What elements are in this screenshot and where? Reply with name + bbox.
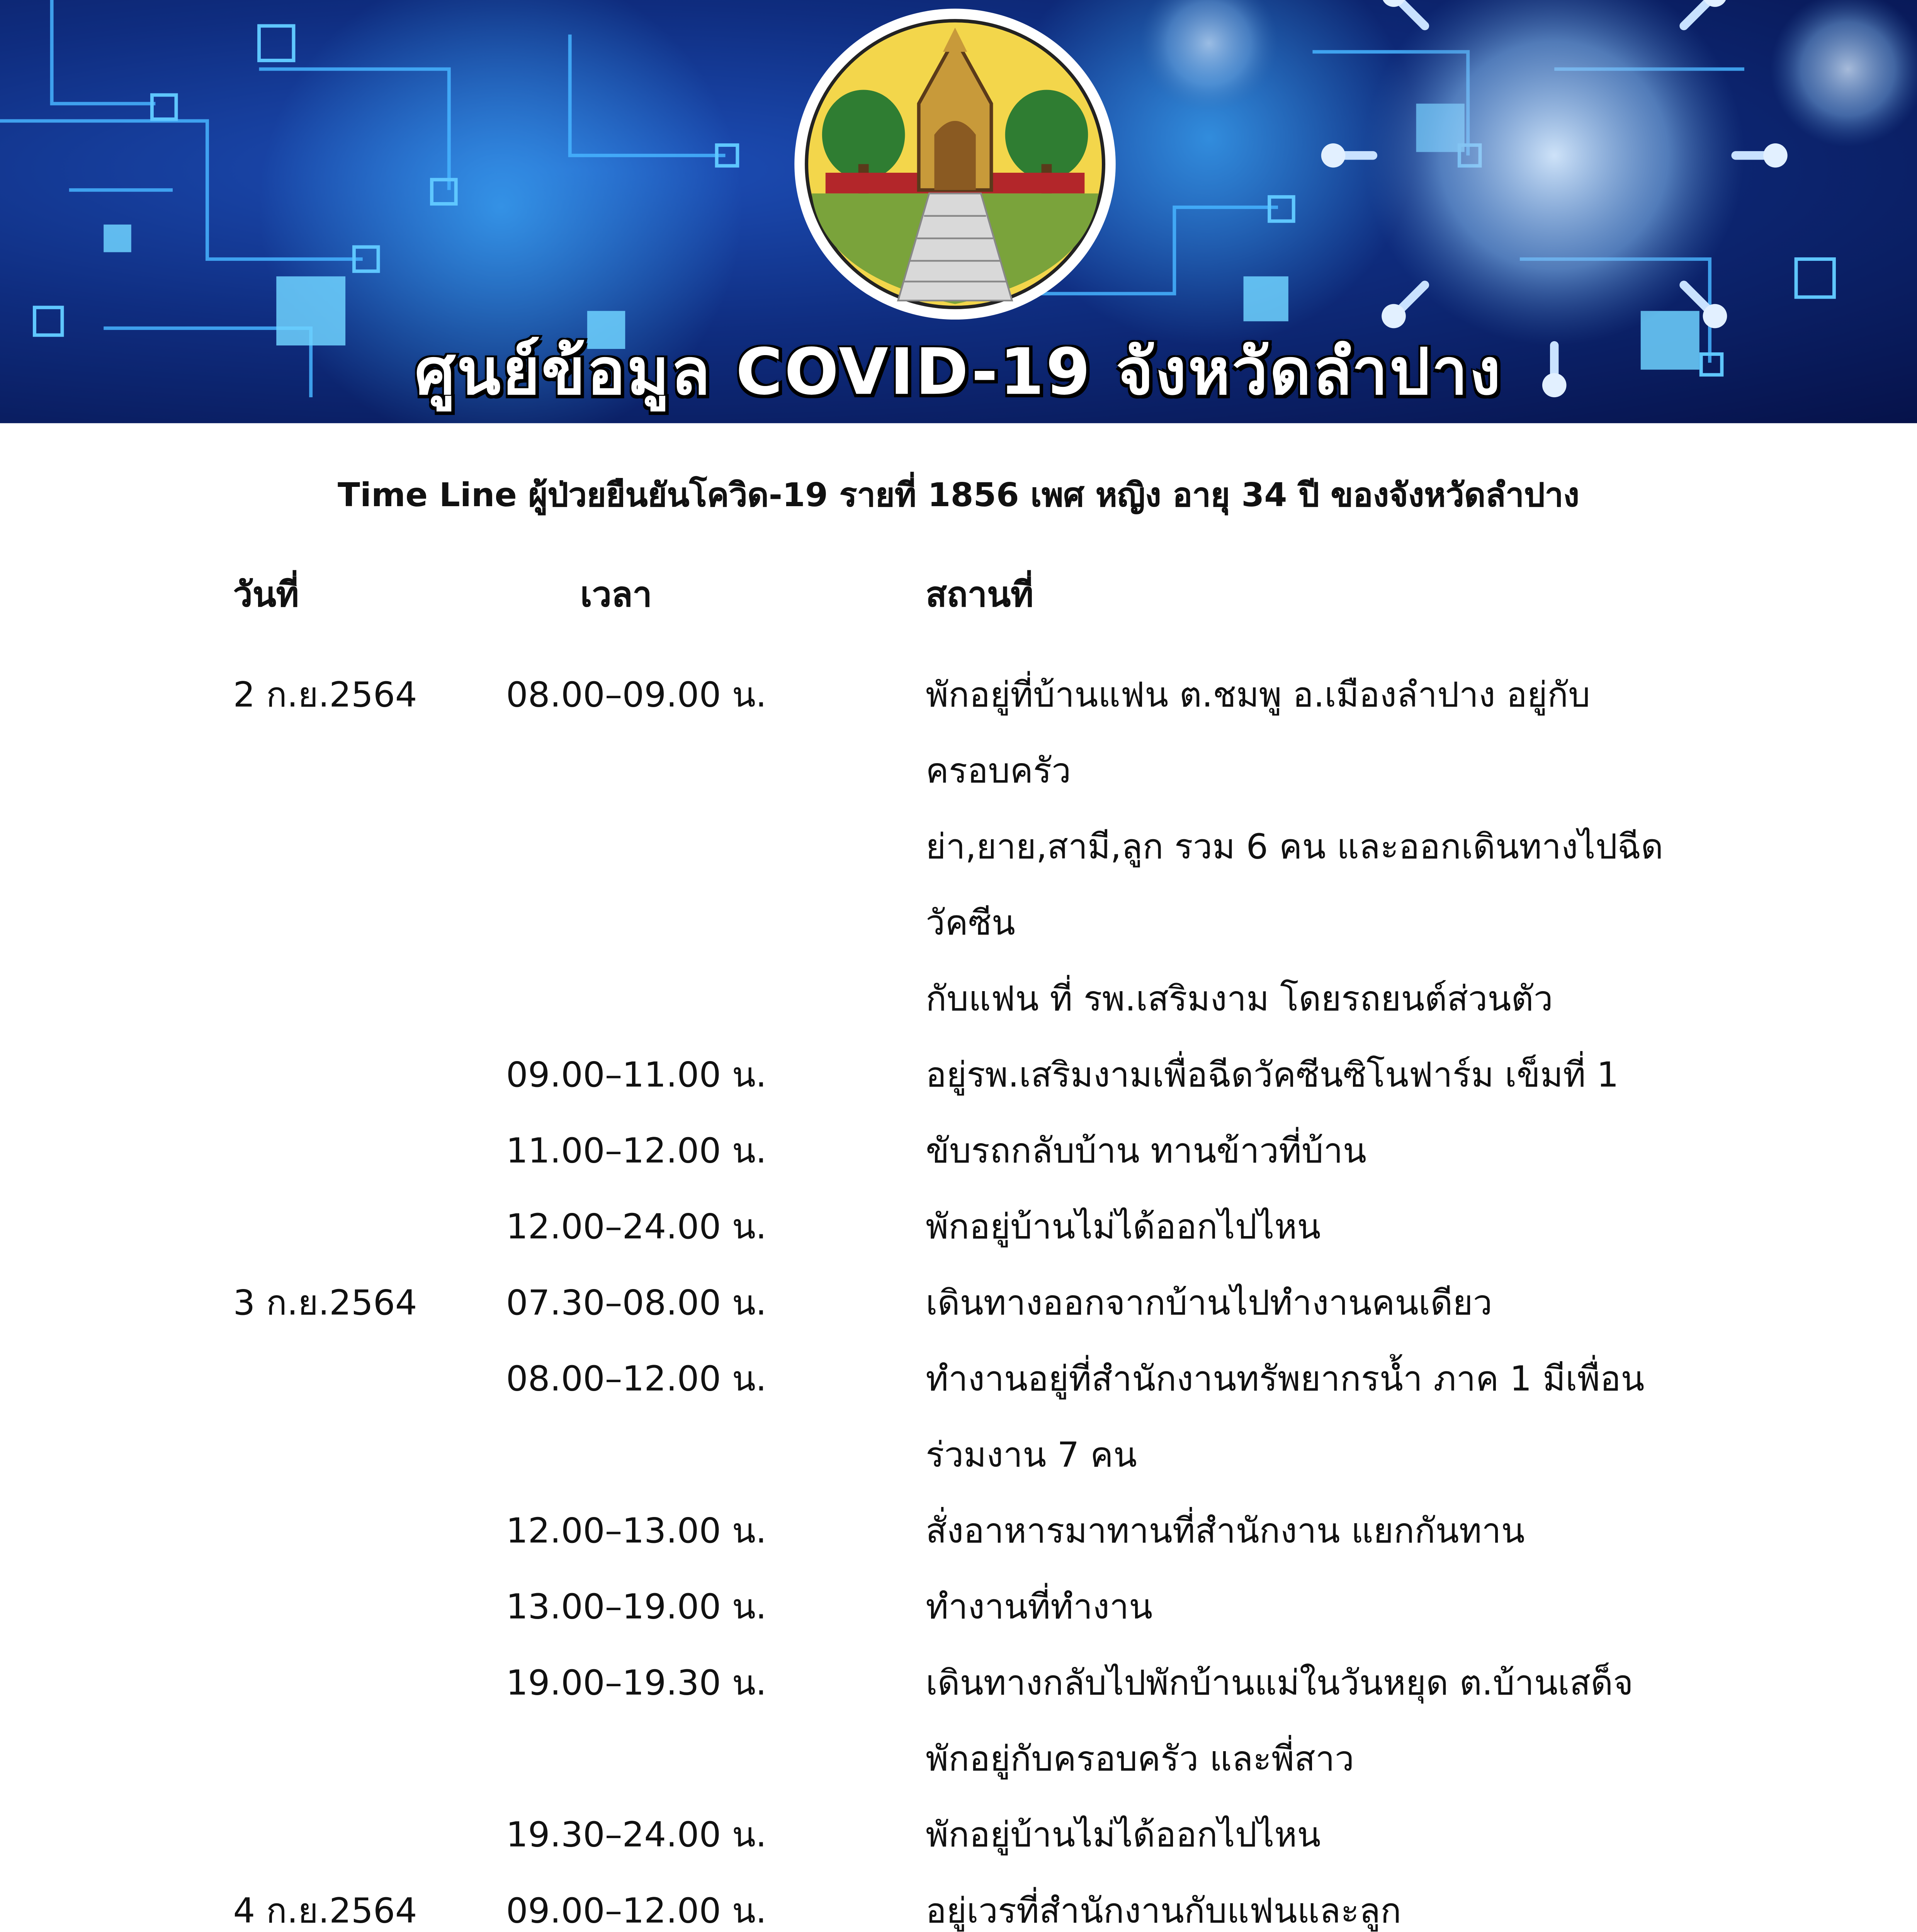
timeline-date: 2 ก.ย.2564 (233, 673, 417, 715)
timeline-description: พักอยู่บ้านไม่ได้ออกไปไหน (926, 1206, 1321, 1247)
timeline-time: 09.00–12.00 น. (506, 1889, 767, 1931)
timeline-time: 08.00–09.00 น. (506, 673, 767, 715)
timeline-description: ขับรถกลับบ้าน ทานข้าวที่บ้าน (926, 1129, 1367, 1171)
timeline-description: พักอยู่บ้านไม่ได้ออกไปไหน (926, 1813, 1321, 1855)
column-header-place: สถานที่ (926, 573, 1034, 615)
timeline-date (0, 1796, 506, 1872)
timeline-time: 13.00–19.00 น. (506, 1585, 767, 1627)
timeline-date: 3 ก.ย.2564 (233, 1281, 417, 1323)
timeline-description: เดินทางออกจากบ้านไปทำงานคนเดียว (926, 1281, 1492, 1323)
timeline-date (0, 1036, 506, 1112)
timeline-row (0, 1568, 1917, 1645)
timeline-date: 4 ก.ย.2564 (233, 1889, 417, 1931)
timeline-time: 12.00–13.00 น. (506, 1510, 767, 1551)
header-banner (0, 0, 1917, 423)
timeline-date (0, 1340, 506, 1492)
timeline-description: สั่งอาหารมาทานที่สำนักงาน แยกกันทาน (926, 1510, 1525, 1551)
column-header-time: เวลา (580, 573, 652, 615)
timeline-time: 08.00–12.00 น. (506, 1357, 767, 1399)
timeline-row (0, 1036, 1917, 1112)
timeline-date (0, 1492, 506, 1568)
timeline-row (0, 656, 1917, 1036)
timeline-row (0, 1189, 1917, 1265)
column-header-date: วันที่ (233, 573, 299, 615)
timeline-date (0, 1645, 506, 1796)
timeline-row (0, 1796, 1917, 1872)
timeline-description: พักอยู่ที่บ้านแฟน ต.ชมพู อ.เมืองลำปาง อยู่กับครอบครัว ย่า,ยาย,สามี,ลูก รวม 6 คน และออกเดินทางไปฉีดวัคซีน กับแฟน ที่ รพ.เสริมงาม โดยรถยนต์ส่วนตัว (926, 673, 1664, 1019)
timeline-time: 07.30–08.00 น. (506, 1281, 767, 1323)
timeline-row (0, 1645, 1917, 1796)
timeline-row (0, 1492, 1917, 1568)
timeline-description: เดินทางกลับไปพักบ้านแม่ในวันหยุด ต.บ้านเสด็จ พักอยู่กับครอบครัว และพี่สาว (926, 1662, 1633, 1779)
timeline-row (0, 1340, 1917, 1492)
timeline-time: 12.00–24.00 น. (506, 1206, 767, 1247)
timeline-table (0, 656, 1917, 1932)
timeline-row (0, 1872, 1917, 1932)
timeline-time: 19.00–19.30 น. (506, 1662, 767, 1703)
document-title: Time Line ผู้ป่วยยืนยันโควิด-19 รายที่ 1856 เพศ หญิง อายุ 34 ปี ของจังหวัดลำปาง (338, 476, 1579, 515)
timeline-date (0, 1568, 506, 1645)
timeline-description: อยู่รพ.เสริมงามเพื่อฉีดวัคซีนซิโนฟาร์ม เข็มที่ 1 (926, 1053, 1619, 1095)
timeline-description: ทำงานที่ทำงาน (926, 1585, 1153, 1627)
banner-title: ศูนย์ข้อมูล COVID-19 จังหวัดลำปาง (415, 335, 1502, 410)
timeline-description: อยู่เวรที่สำนักงานกับแฟนและลูก (926, 1889, 1402, 1931)
timeline-time: 09.00–11.00 น. (506, 1053, 767, 1095)
timeline-row (0, 1112, 1917, 1189)
timeline-date (0, 1189, 506, 1265)
provincial-seal-icon (794, 9, 1115, 320)
timeline-time: 19.30–24.00 น. (506, 1813, 767, 1855)
timeline-description: ทำงานอยู่ที่สำนักงานทรัพยากรน้ำ ภาค 1 มีเพื่อน ร่วมงาน 7 คน (926, 1357, 1645, 1475)
timeline-date (0, 1112, 506, 1189)
timeline-row (0, 1264, 1917, 1340)
timeline-time: 11.00–12.00 น. (506, 1129, 767, 1171)
